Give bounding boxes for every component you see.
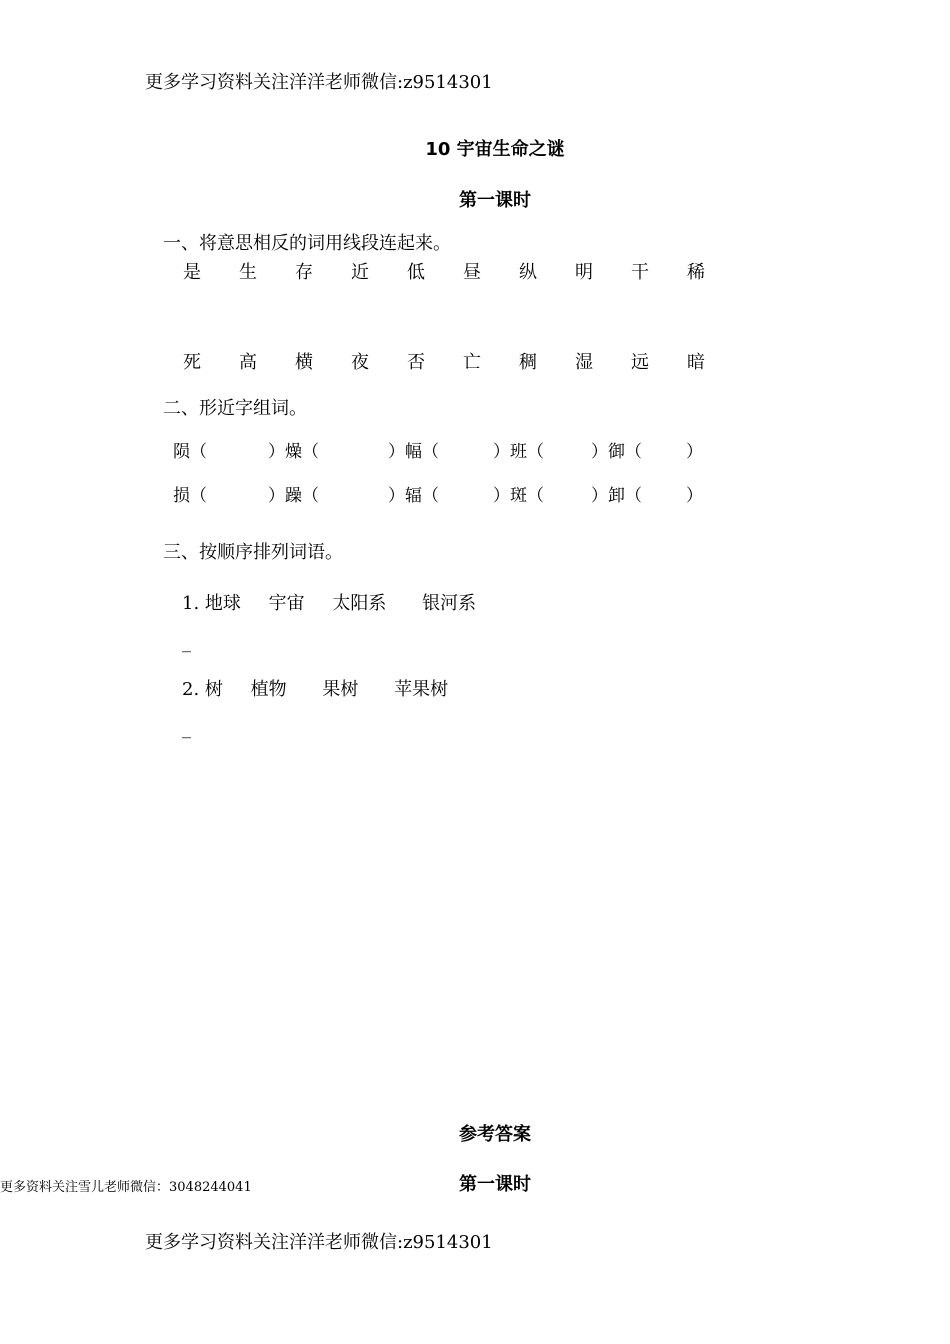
answer-blank-2: _ <box>182 718 191 739</box>
order-word: 果树 <box>322 679 359 700</box>
char-item: 生 <box>239 262 257 283</box>
char-item: 存 <box>295 262 313 283</box>
section2-row1 <box>173 437 703 462</box>
char-item: 稀 <box>687 262 705 283</box>
char-item: 是 <box>183 262 201 283</box>
answers-subtitle: 第一课时 <box>459 1174 531 1195</box>
order-word: 苹果树 <box>394 679 449 700</box>
section1-heading: 一、将意思相反的词用线段连起来。 <box>163 233 451 254</box>
char-item: 横 <box>295 352 313 373</box>
lesson-subtitle: 第一课时 <box>459 190 531 211</box>
answer-blank-1: _ <box>182 632 191 653</box>
char-item: 夜 <box>351 352 369 373</box>
char-item: 死 <box>183 352 201 373</box>
char-item: 低 <box>407 262 425 283</box>
char-item: 暗 <box>687 352 705 373</box>
order-word: 太阳系 <box>332 593 387 614</box>
word-group-cell: ）卸（ <box>591 486 642 506</box>
order-word: 银河系 <box>422 593 477 614</box>
char-item: 亡 <box>463 352 481 373</box>
word-group-cell: ） <box>686 486 703 506</box>
char-item: 稠 <box>519 352 537 373</box>
char-item: 纵 <box>519 262 537 283</box>
char-item: 明 <box>575 262 593 283</box>
word-group-cell: ） <box>686 442 703 462</box>
word-group-cell: ）斑（ <box>493 486 544 506</box>
word-group-cell: ）燥（ <box>268 442 319 462</box>
word-group-cell: ）御（ <box>591 442 642 462</box>
header-watermark-note: 更多学习资料关注洋洋老师微信:z9514301 <box>145 72 493 93</box>
word-group-cell: ）班（ <box>493 442 544 462</box>
word-group-cell: ）幅（ <box>388 442 439 462</box>
char-item: 湿 <box>575 352 593 373</box>
section1-bottom-row <box>183 348 743 374</box>
char-item: 干 <box>631 262 649 283</box>
char-item: 高 <box>239 352 257 373</box>
order-item-number: 2. <box>182 679 200 700</box>
lesson-title: 10 宇宙生命之谜 <box>425 139 565 160</box>
word-group-cell: 损（ <box>173 486 207 506</box>
side-watermark-note: 更多资料关注雪儿老师微信：3048244041 <box>0 1180 252 1195</box>
footer-watermark-note: 更多学习资料关注洋洋老师微信:z9514301 <box>145 1232 493 1253</box>
word-group-cell: ）辐（ <box>388 486 439 506</box>
order-word: 地球 <box>204 593 241 614</box>
answers-title: 参考答案 <box>459 1124 531 1145</box>
section3-heading: 三、按顺序排列词语。 <box>163 542 343 563</box>
order-word: 宇宙 <box>268 593 305 614</box>
char-item: 近 <box>351 262 369 283</box>
word-group-cell: ）躁（ <box>268 486 319 506</box>
word-group-cell: 陨（ <box>173 442 207 462</box>
char-item: 否 <box>407 352 425 373</box>
order-item-1 <box>182 589 498 615</box>
section1-top-row <box>183 258 743 284</box>
section2-heading: 二、形近字组词。 <box>163 398 307 419</box>
char-item: 远 <box>631 352 649 373</box>
section2-row2 <box>173 481 703 506</box>
char-item: 昼 <box>463 262 481 283</box>
order-item-2 <box>182 675 470 701</box>
order-item-number: 1. <box>182 593 200 614</box>
order-word: 树 <box>204 679 223 700</box>
order-word: 植物 <box>250 679 287 700</box>
